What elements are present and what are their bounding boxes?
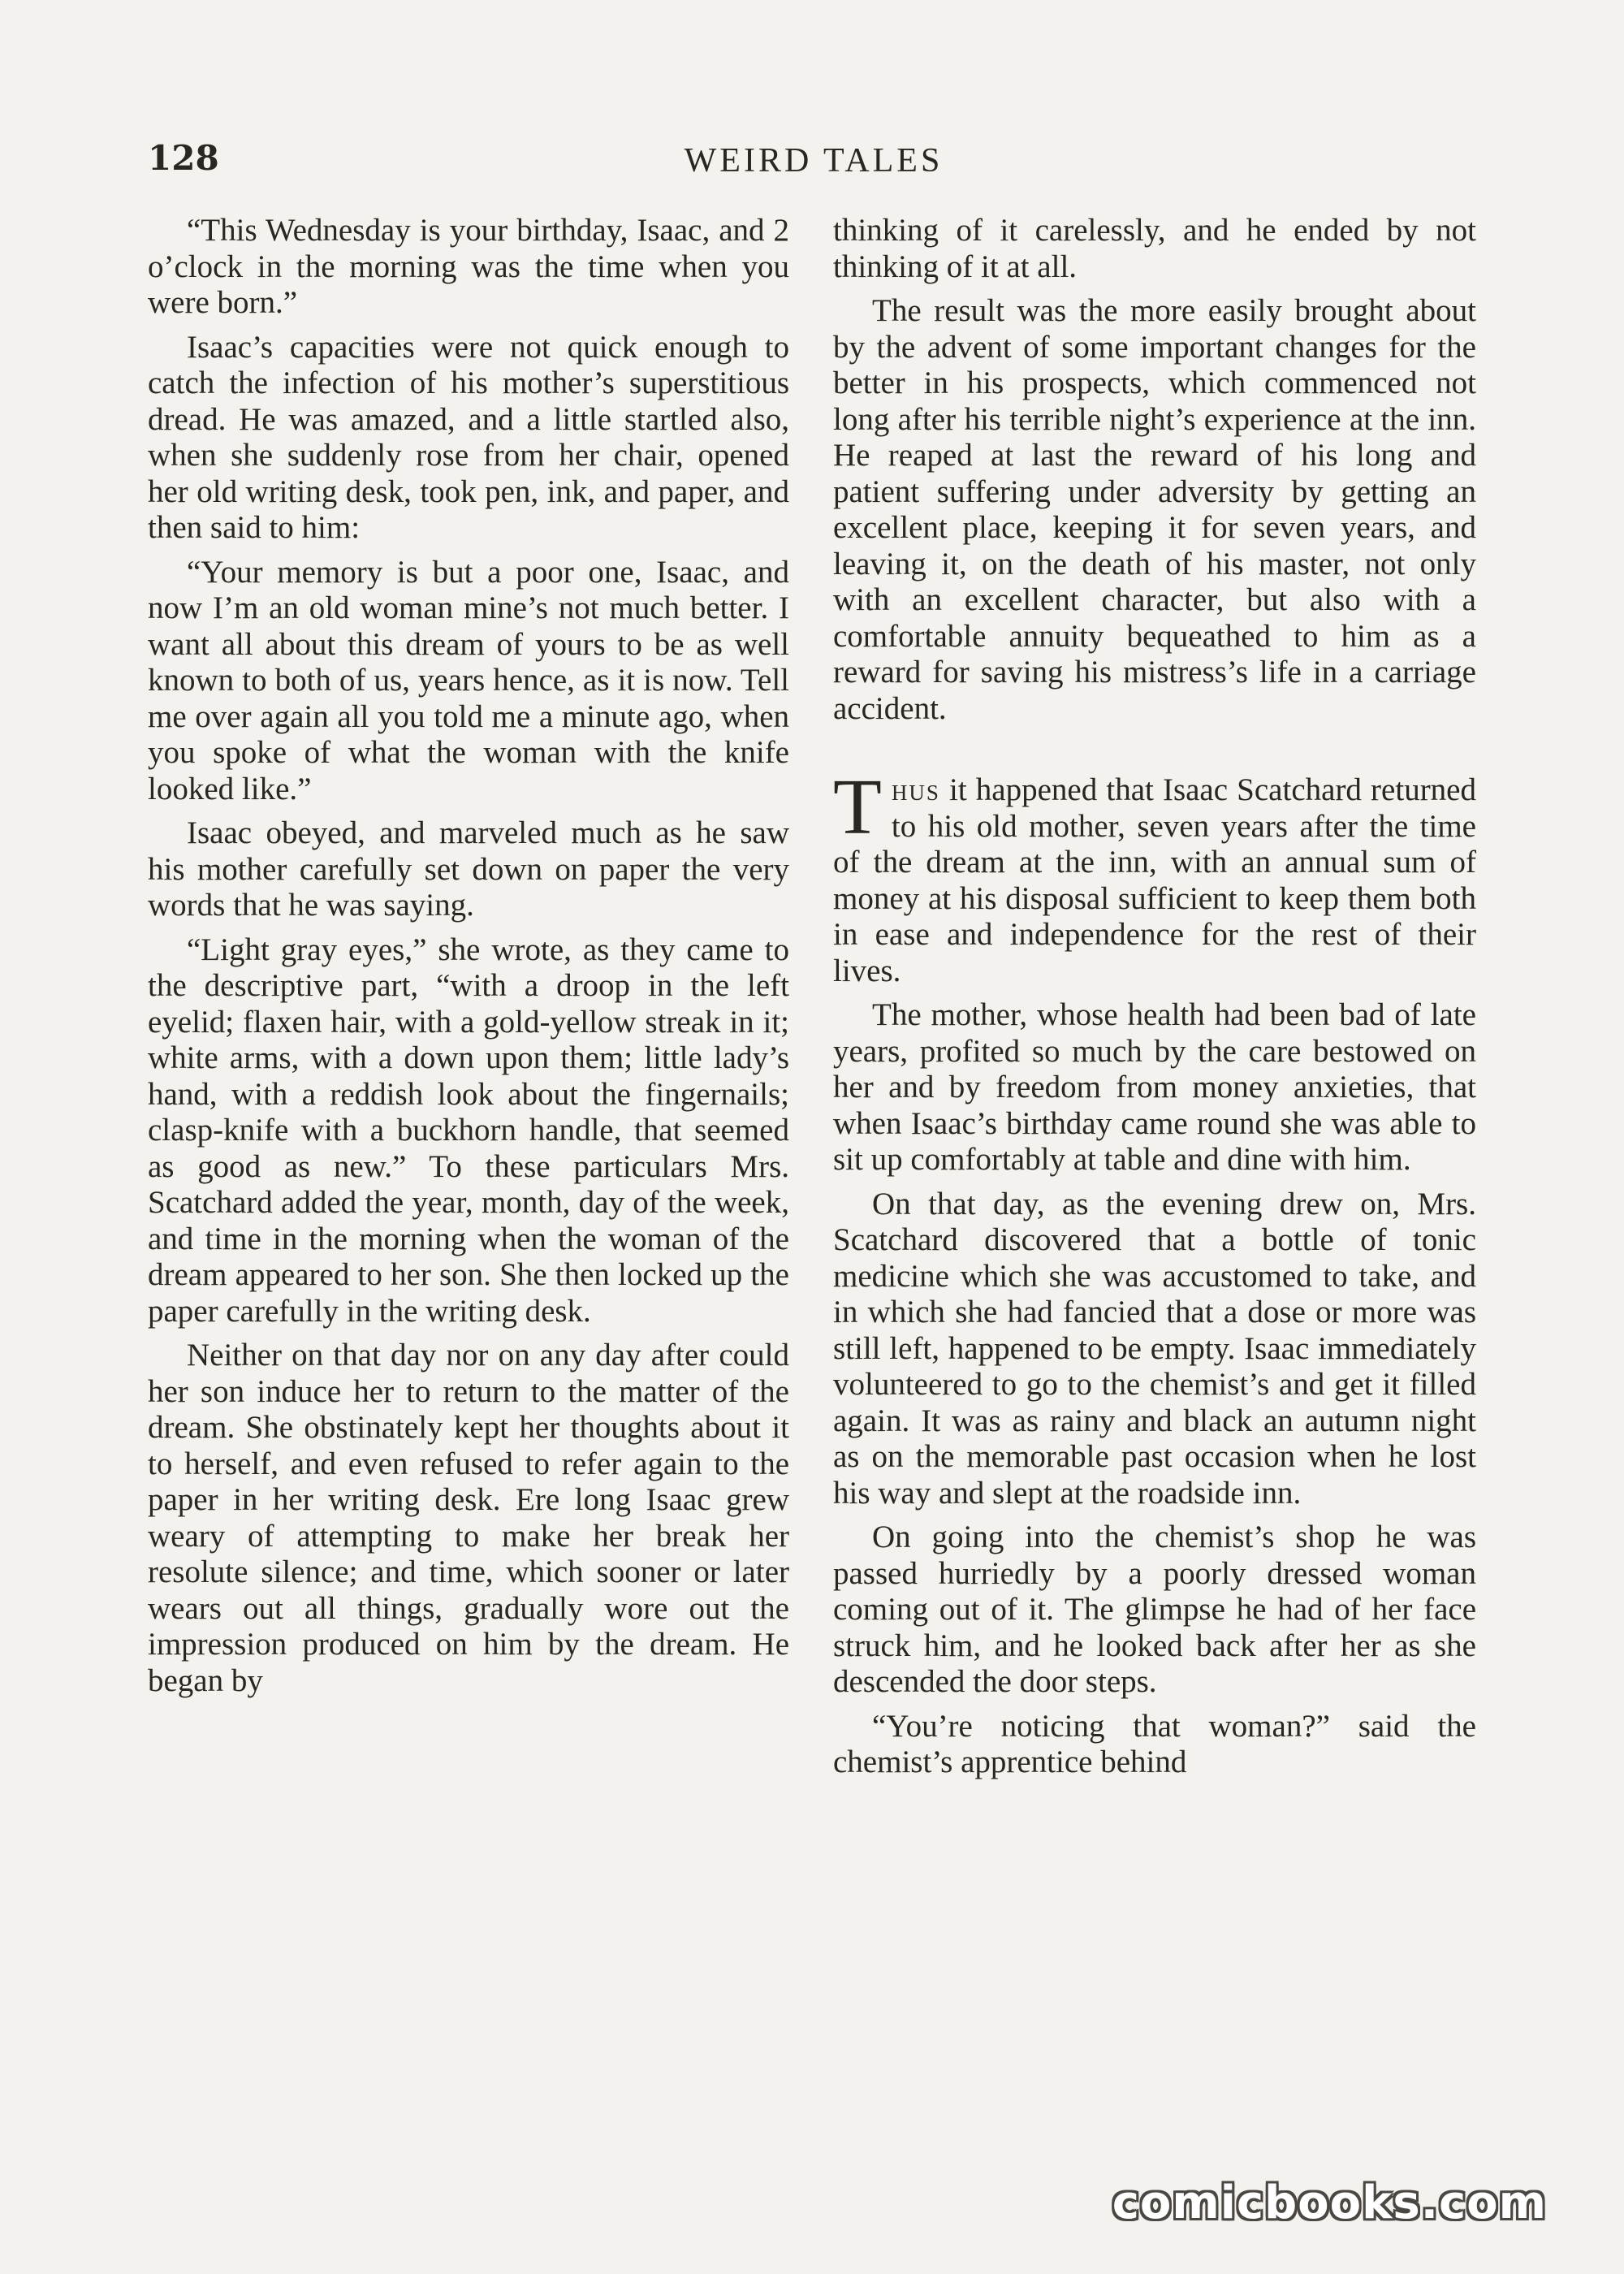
paragraph: “Your memory is but a poor one, Isaac, and now I’m an old woman mine’s not much better. I want all about this dream of yours to be as well known to both of us, years hence, as it is now. Tell me over again all you told me a minute ago, when you spoke of what the woman with the knife looked like.” (148, 554, 789, 806)
paragraph: The mother, whose health had been bad of late years, profited so much by the care bestowed on her and by freedom from money anxieties, that when Isaac’s birthday came round she was able to sit up comfortably at table and dine with him. (833, 997, 1476, 1177)
paragraph: Neither on that day nor on any day after could her son induce her to return to the matter of the dream. She obstinately kept her thoughts about it to herself, and even refused to refer again to the paper in her writing desk. Ere long Isaac grew weary of attempting to make her break her resolute silence; and time, which sooner or later wears out all things, gradually wore out the impression produced on him by the dream. He began by (148, 1338, 789, 1698)
paragraph: “You’re noticing that woman?” said the chemist’s apprentice behind (833, 1708, 1476, 1779)
paragraph: The result was the more easily brought about by the advent of some important changes for the better in his prospects, which commenced not long after his terrible night’s experience at the inn. He reaped at last the reward of his long and patient suffering under adversity by getting an excellent place, keeping it for seven years, and leaving it, on the death of his master, not only with an excellent character, but also with a comfortable annuity bequeathed to him as a reward for saving his mistress’s life in a carriage accident. (833, 293, 1476, 726)
right-column (833, 213, 1476, 1789)
paragraph: On that day, as the evening drew on, Mrs. Scatchard discovered that a bottle of tonic medicine which she was accustomed to take, and in which she had fancied that a dose or more was still left, happened to be empty. Isaac immediately volunteered to go to the chemist’s and get it filled again. It was as rainy and black an autumn night as on the memorable past occasion when he lost his way and slept at the roadside inn. (833, 1186, 1476, 1511)
paragraph: “This Wednesday is your birthday, Isaac, and 2 o’clock in the morning was the time when you were born.” (148, 213, 789, 320)
page-number: 128 (148, 138, 219, 178)
paragraph: Isaac obeyed, and marveled much as he saw his mother carefully set down on paper the very words that he was saying. (148, 815, 789, 923)
page-header (148, 138, 1479, 187)
paragraph: On going into the chemist’s shop he was passed hurriedly by a poorly dressed woman coming out of it. The glimpse he had of her face struck him, and he looked back after her as she descended the door steps. (833, 1520, 1476, 1699)
paragraph: “Light gray eyes,” she wrote, as they came to the descriptive part, “with a droop in the left eyelid; flaxen hair, with a gold-yellow streak in it; white arms, with a down upon them; little lady’s hand, with a reddish look about the fingernails; clasp-knife with a buckhorn handle, that seemed as good as new.” To these particulars Mrs. Scatchard added the year, month, day of the week, and time in the morning when the woman of the dream appeared to her son. She then locked up the paper carefully in the writing desk. (148, 932, 789, 1329)
small-caps-lead: hus (891, 772, 940, 807)
section-break (833, 735, 1476, 772)
paragraph-text: it happened that Isaac Scatchard returned to his old mother, seven years after the time of the dream at the inn, with an annual sum of money at his disposal sufficient to keep them both in ease and independence for the rest of their lives. (833, 772, 1476, 988)
paragraph: Isaac’s capacities were not quick enough to catch the infection of his mother’s superstitious dread. He was amazed, and a little startled also, when she suddenly rose from her chair, opened her old writing desk, took pen, ink, and paper, and then said to him: (148, 329, 789, 545)
drop-cap: T (833, 763, 882, 851)
running-title: WEIRD TALES (684, 142, 944, 179)
paragraph-continuation: thinking of it carelessly, and he ended by not thinking of it at all. (833, 213, 1476, 284)
section-opening-paragraph (833, 763, 1476, 989)
watermark-logo: comicbooks.com (1112, 2177, 1547, 2229)
left-column (148, 213, 789, 1707)
